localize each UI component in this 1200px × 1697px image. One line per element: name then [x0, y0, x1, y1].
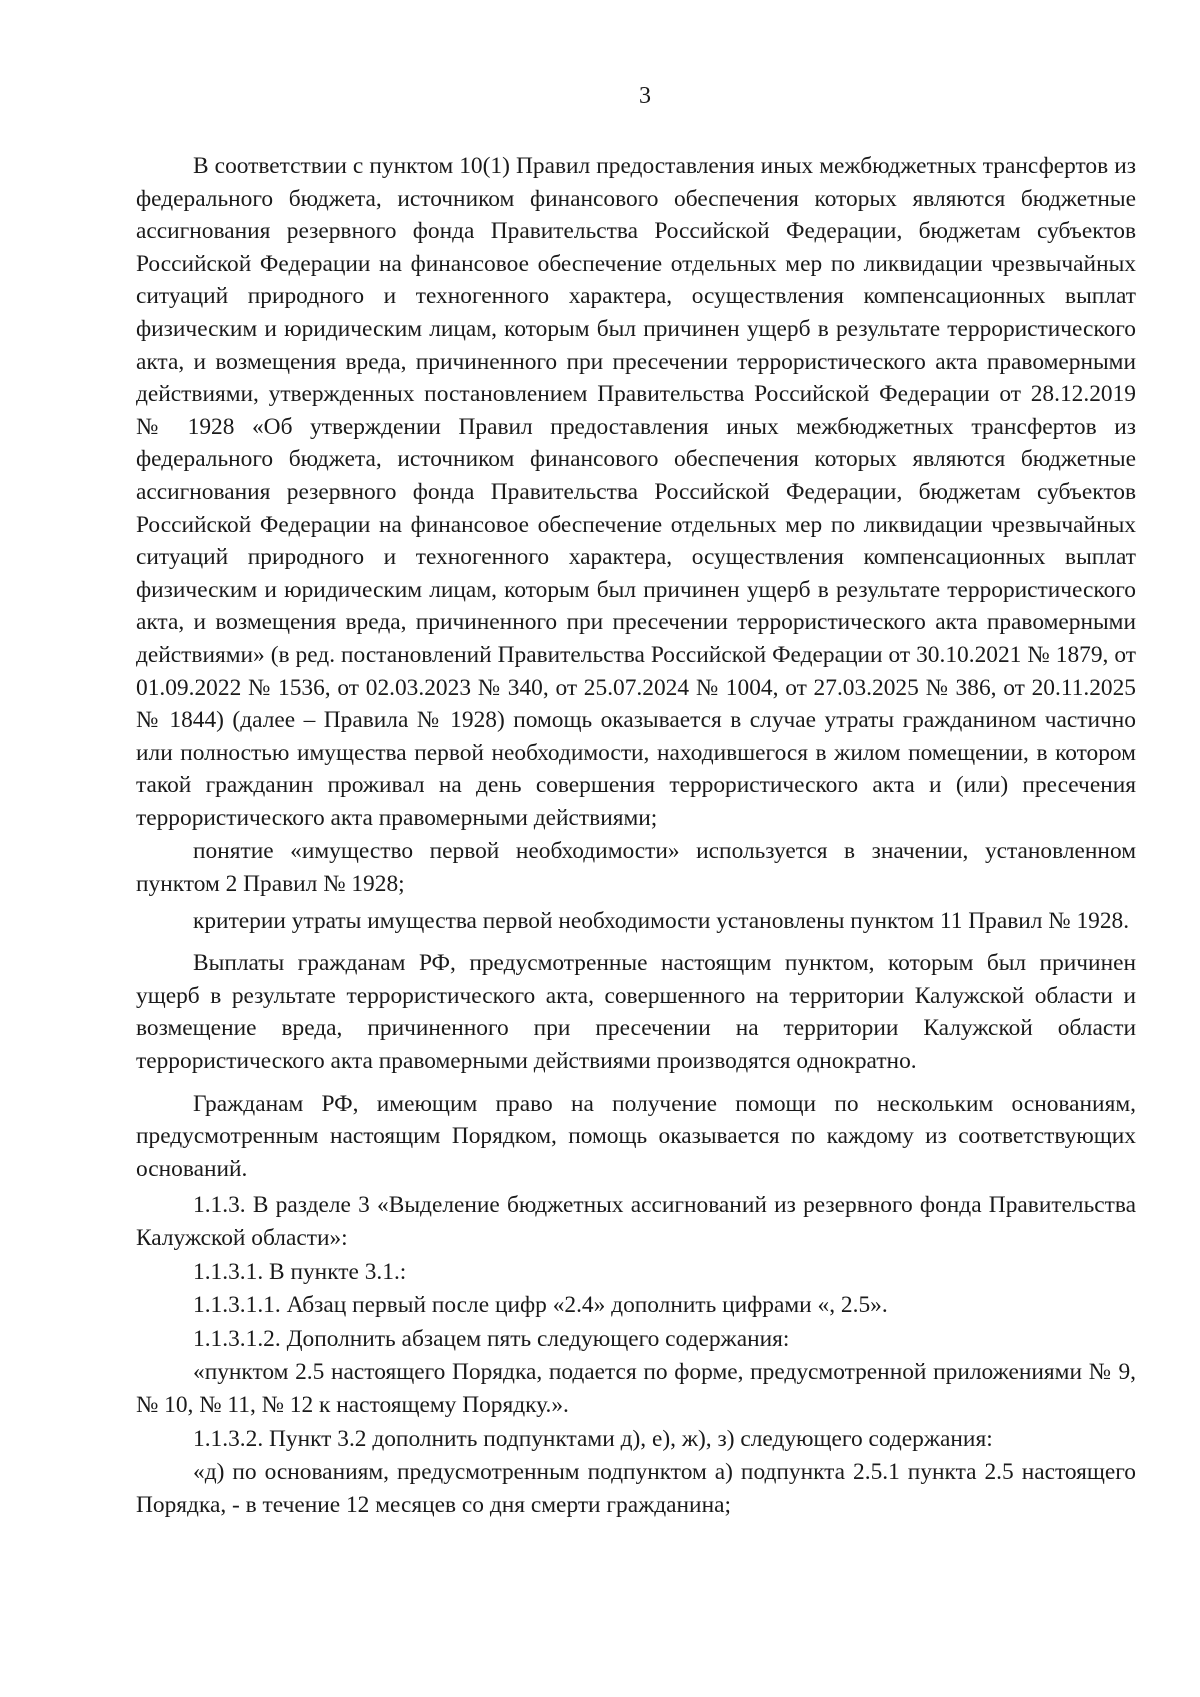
paragraph-loss-criteria: критерии утраты имущества первой необходимости установлены пунктом 11 Правил № 1928. — [193, 907, 1130, 934]
paragraph-subitem-d: «д) по основаниям, предусмотренным подпунктом а) подпункта 2.5.1 пункта 2.5 настоящего Порядка, - в течение 12 месяцев со дня смерти гражданина; — [136, 1459, 1136, 1518]
paragraph-quote-forms: «пунктом 2.5 настоящего Порядка, подается по форме, предусмотренной приложениями № 9, № 10, № 11, № 12 к настоящему Порядку.». — [136, 1359, 1136, 1418]
document-body — [136, 150, 1136, 1521]
paragraph-assistance-conditions: В соответствии с пунктом 10(1) Правил предоставления иных межбюджетных трансфертов из федерального бюджета, источником финансового обеспечения которых являются бюджетные ассигнования резервного фонда Правительства Российской Федерации, бюджетам субъектов Российской Федерации на финансовое обеспечение отдельных мер по ликвидации чрезвычайных ситуаций природного и техногенного характера, осуществления компенсационных выплат физическим и юридическим лицам, которым был причинен ущерб в результате террористического акта, и возмещения вреда, причиненного при пресечении террористического акта правомерными действиями, утвержденных постановлением Правительства Российской Федерации от 28.12.2019 № 1928 «Об утверждении Правил предоставления иных межбюджетных трансфертов из федерального бюджета, источником финансового обеспечения которых являются бюджетные ассигнования резервного фонда Правительства Российской Федерации, бюджетам субъектов Российской Федерации на финансовое обеспечение отдельных мер по ликвидации чрезвычайных ситуаций природного и техногенного характера, осуществления компенсационных выплат физическим и юридическим лицам, которым был причинен ущерб в результате террористического акта, и возмещения вреда, причиненного при пресечении террористического акта правомерными действиями» (в ред. постановлений Правительства Российской Федерации от 30.10.2021 № 1879, от 01.09.2022 № 1536, от 02.03.2023 № 340, от 25.07.2024 № 1004, от 27.03.2025 № 386, от 20.11.2025 № 1844) (далее – Правила № 1928) помощь оказывается в случае утраты гражданином частично или полностью имущества первой необходимости, находившегося в жилом помещении, в котором такой гражданин проживал на день совершения террористического акта и (или) пресечения террористического акта правомерными действиями; — [136, 153, 1136, 831]
paragraph-section-3: 1.1.3. В разделе 3 «Выделение бюджетных ассигнований из резервного фонда Правительства Калужской области»: — [136, 1192, 1136, 1251]
page-number: 3 — [639, 83, 651, 109]
paragraph-multiple-grounds: Гражданам РФ, имеющим право на получение помощи по нескольким основаниям, предусмотренным настоящим Порядком, помощь оказывается по каждому из соответствующих оснований. — [136, 1090, 1136, 1182]
paragraph-property-concept: понятие «имущество первой необходимости» используется в значении, установленном пунктом 2 Правил № 1928; — [136, 838, 1136, 898]
paragraph-item-3-1-1: 1.1.3.1.1. Абзац первый после цифр «2.4» дополнить цифрами «, 2.5». — [193, 1292, 888, 1319]
paragraph-item-3-1: 1.1.3.1. В пункте 3.1.: — [193, 1258, 407, 1285]
paragraph-payments-once: Выплаты гражданам РФ, предусмотренные настоящим пунктом, которым был причинен ущерб в результате террористического акта, совершенного на территории Калужской области и возмещение вреда, причиненного при пресечении на территории Калужской области террористического акта правомерными действиями производятся однократно. — [136, 950, 1136, 1075]
paragraph-item-3-2: 1.1.3.2. Пункт 3.2 дополнить подпунктами д), е), ж), з) следующего содержания: — [193, 1425, 993, 1452]
paragraph-item-3-1-2: 1.1.3.1.2. Дополнить абзацем пять следующего содержания: — [193, 1325, 790, 1352]
